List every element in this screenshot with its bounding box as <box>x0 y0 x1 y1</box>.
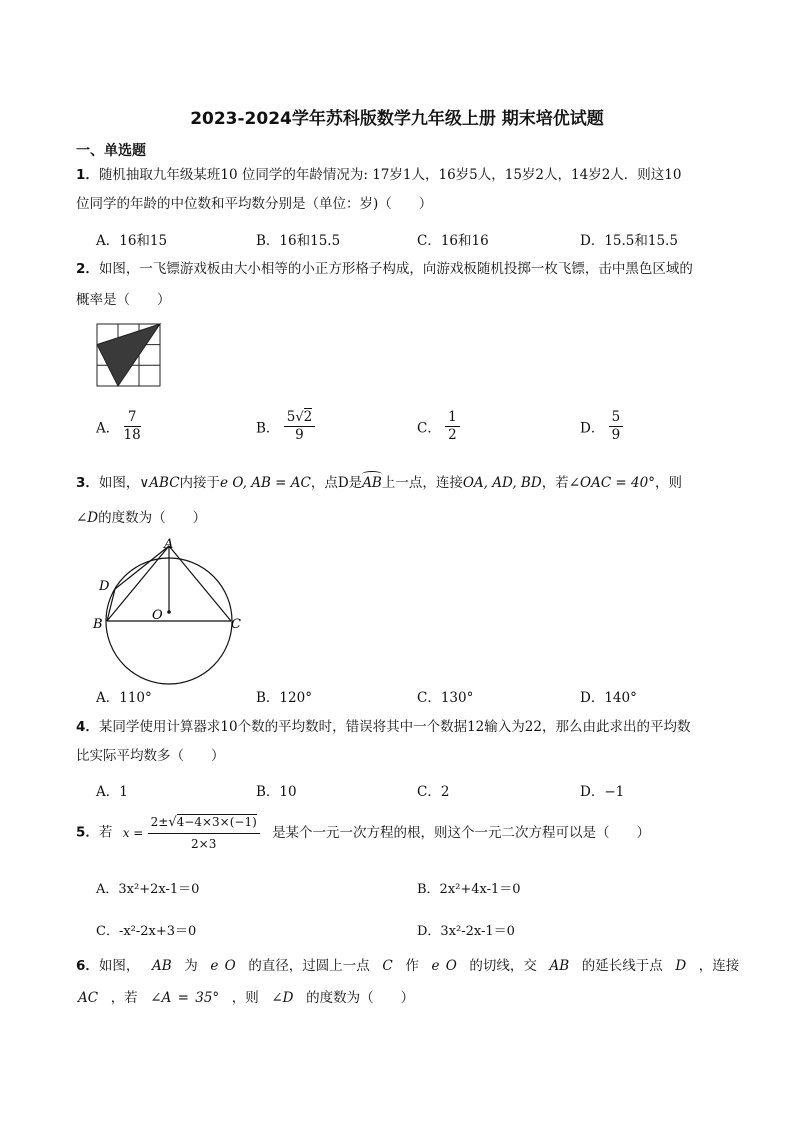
q1-option-b[interactable]: B．16和15.5 <box>256 233 341 249</box>
q5-option-a[interactable]: A．3x²+2x-1＝0 <box>96 882 200 897</box>
q1-option-d[interactable]: D．15.5和15.5 <box>580 233 678 249</box>
question-text: 若 <box>98 824 113 841</box>
q2-option-b[interactable] <box>256 409 315 444</box>
numerator <box>148 812 260 834</box>
question-text: ，则 <box>654 475 682 491</box>
plus-minus: 2± <box>150 815 169 829</box>
question-4-line-2: 比实际平均数多（ ） <box>76 748 225 764</box>
shaded-triangle <box>97 324 160 386</box>
segment-ad <box>115 546 169 589</box>
numerator <box>284 409 315 427</box>
numerator: 1 <box>445 409 460 427</box>
denominator: 18 <box>123 427 141 443</box>
numerator: 5 <box>609 409 624 427</box>
math-angle: ∠OAC = 40° <box>568 475 655 491</box>
sqrt-icon: √ <box>295 410 304 425</box>
question-4-line-1 <box>76 717 690 737</box>
center-point <box>167 610 171 614</box>
fraction <box>609 409 624 444</box>
label-a: A <box>164 537 174 552</box>
math-arc <box>362 473 382 493</box>
math-angle: ∠D <box>76 510 99 526</box>
label-c: C <box>231 617 241 632</box>
question-number: 3． <box>76 475 99 491</box>
q4-option-c[interactable]: C．2 <box>417 784 450 800</box>
math-variable: x = <box>122 826 144 840</box>
denominator: 2 <box>448 427 457 443</box>
section-heading: 一、单选题 <box>76 143 146 159</box>
label-b: B <box>93 617 103 632</box>
fraction <box>445 409 460 444</box>
question-text: 的切线，交 <box>469 958 537 974</box>
question-text: 是某个一元一次方程的根，则这个一元二次方程可以是（ ） <box>272 825 651 841</box>
option-label: A． <box>96 420 120 437</box>
question-text: 随机抽取九年级某班10 位同学的年龄情况为: 17岁1人，16岁5人，15岁2人，14岁2人．则这10 <box>98 167 682 183</box>
question-number: 5． <box>76 824 99 841</box>
arc-label: AB <box>362 475 382 491</box>
question-text: 的直径，过圆上一点 <box>248 958 370 974</box>
q3-option-c[interactable]: C．130° <box>417 690 474 706</box>
question-number: 4． <box>76 719 99 735</box>
question-text: ，连接 <box>698 958 740 974</box>
coefficient: 5 <box>286 409 296 425</box>
option-label: C． <box>417 420 441 437</box>
q3-option-d[interactable]: D．140° <box>580 690 637 706</box>
q2-option-a[interactable] <box>96 409 141 444</box>
sqrt-icon: √ <box>168 815 177 830</box>
question-6-line-1 <box>76 956 739 976</box>
math-segment: AB <box>549 958 570 974</box>
question-3-line-2 <box>76 508 206 528</box>
q1-option-c[interactable]: C．16和16 <box>417 233 489 249</box>
dart-board-figure <box>96 322 162 388</box>
question-text: 的度数为（ ） <box>306 990 415 1006</box>
label-d: D <box>99 579 110 594</box>
radicand: 4−4×3×(−1) <box>176 815 257 829</box>
math-circle: e O, <box>220 475 247 491</box>
question-text: ，若 <box>541 475 569 491</box>
math-angle: ∠D <box>271 990 294 1006</box>
question-2-line-2: 概率是（ ） <box>76 292 171 308</box>
q3-option-a[interactable]: A．110° <box>96 690 152 706</box>
question-1-line-1 <box>76 165 681 185</box>
question-text: 上一点，连接 <box>381 475 463 491</box>
denominator: 9 <box>611 427 621 443</box>
q1-option-a[interactable]: A．16和15 <box>96 233 168 249</box>
question-text: 如图， <box>98 475 140 491</box>
question-text: 的度数为（ ） <box>98 510 207 526</box>
question-text: 如图， <box>98 958 140 974</box>
label-o: O <box>152 608 163 623</box>
math-equation: AB = AC <box>251 475 311 491</box>
q4-option-d[interactable]: D．−1 <box>580 784 625 800</box>
q5-option-d[interactable]: D．3x²-2x-1＝0 <box>417 924 515 939</box>
segment-ac <box>169 546 231 621</box>
math-segments: OA, AD, BD <box>462 475 542 491</box>
math-circle: e O <box>210 958 236 974</box>
question-text: 如图，一飞镖游戏板由大小相等的小正方形格子构成，向游戏板随机投掷一枚飞镖，击中黑色区域的 <box>98 261 693 277</box>
q2-option-c[interactable] <box>417 409 460 444</box>
question-6-line-2 <box>78 988 414 1008</box>
question-3-line-1 <box>76 473 682 493</box>
question-1-line-2: 位同学的年龄的中位数和平均数分别是（单位：岁)（ ） <box>76 196 433 212</box>
question-text: 的延长线于点 <box>581 958 663 974</box>
math-triangle: ∨ABC <box>139 475 180 491</box>
fraction <box>124 409 141 444</box>
denominator: 2×3 <box>191 837 217 851</box>
option-label: D． <box>580 420 605 437</box>
fraction <box>284 409 315 444</box>
question-text: ，若 <box>110 990 138 1006</box>
quadratic-formula <box>148 812 260 854</box>
circle-geometry-figure <box>90 537 250 685</box>
denominator: 9 <box>295 427 304 443</box>
option-label: B． <box>256 420 280 437</box>
math-point: C <box>382 958 393 974</box>
math-segment: AC <box>78 990 99 1006</box>
math-point: D <box>675 958 687 974</box>
question-text: ，则 <box>231 990 259 1006</box>
page-title: 2023-2024学年苏科版数学九年级上册 期末培优试题 <box>190 109 604 129</box>
q3-option-b[interactable]: B．120° <box>256 690 312 706</box>
question-number: 1． <box>76 167 99 183</box>
q5-option-c[interactable]: C．-x²-2x+3＝0 <box>96 924 197 939</box>
q5-option-b[interactable]: B．2x²+4x-1＝0 <box>417 882 521 897</box>
numerator: 7 <box>124 409 141 427</box>
question-5-line <box>76 812 650 854</box>
math-circle: e O <box>431 958 457 974</box>
question-text: 为 <box>184 958 198 974</box>
question-text: 作 <box>405 958 419 974</box>
math-segment: AB <box>152 958 172 974</box>
question-text: ，点D是 <box>310 475 363 491</box>
q4-option-b[interactable]: B．10 <box>256 784 297 800</box>
question-number: 6． <box>76 958 99 974</box>
q4-option-a[interactable]: A．1 <box>96 784 128 800</box>
math-angle: ∠A = 35° <box>150 990 220 1006</box>
arc-mark-icon <box>362 471 382 477</box>
q2-option-d[interactable] <box>580 409 623 444</box>
question-text: 某同学使用计算器求10个数的平均数时，错误将其中一个数据12输入为22，那么由此求出的平均数 <box>98 719 691 735</box>
question-text: 内接于 <box>179 475 221 491</box>
radicand: 2 <box>303 409 313 425</box>
question-number: 2． <box>76 261 99 277</box>
question-2-line-1 <box>76 259 693 279</box>
